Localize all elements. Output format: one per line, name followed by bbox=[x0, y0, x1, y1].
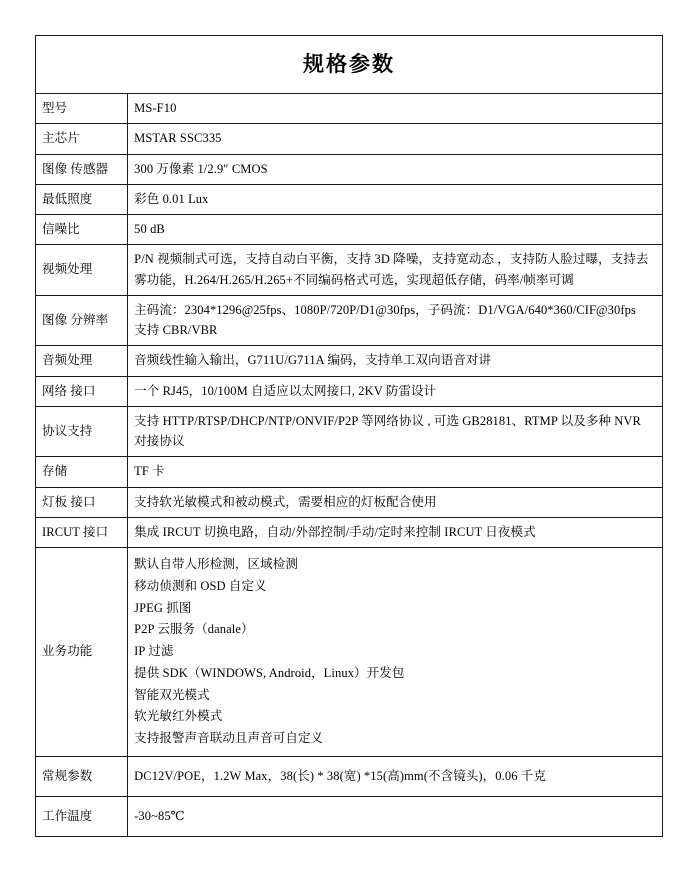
spec-value-cell bbox=[128, 548, 663, 757]
spec-value-cell bbox=[128, 154, 663, 184]
spec-value-cell bbox=[128, 457, 663, 487]
spec-label-cell: 业务功能 bbox=[36, 548, 128, 757]
table-row bbox=[36, 215, 663, 245]
spec-value-cell bbox=[128, 184, 663, 214]
table-row bbox=[36, 406, 663, 457]
page-title: 规格参数 bbox=[303, 51, 395, 76]
spec-value-cell bbox=[128, 245, 663, 296]
spec-value-line: 软光敏红外模式 bbox=[134, 709, 223, 724]
spec-value-line: 主码流：2304*1296@25fps、1080P/720P/D1@30fps，子码流：D1/VGA/640*360/CIF@30fps bbox=[134, 302, 636, 317]
spec-value-line: 彩色 0.01 Lux bbox=[134, 191, 209, 206]
spec-value-line: P/N 视频制式可选，支持自动白平衡，支持 3D 降噪，支持宽动态 ，支持防人脸过曝，支持去雾功能，H.264/H.265/H.265+不同编码格式可选，实现超低存储，码率/帧率可调 bbox=[134, 252, 649, 287]
table-row bbox=[36, 756, 663, 796]
table-title-cell bbox=[36, 36, 663, 94]
spec-value-cell bbox=[128, 124, 663, 154]
spec-label-cell: 网络 接口 bbox=[36, 376, 128, 406]
table-row bbox=[36, 457, 663, 487]
spec-label-cell: 主芯片 bbox=[36, 124, 128, 154]
spec-value-cell bbox=[128, 376, 663, 406]
spec-value-cell bbox=[128, 796, 663, 836]
spec-value-cell bbox=[128, 756, 663, 796]
spec-value-line: P2P 云服务（danale） bbox=[134, 622, 254, 637]
spec-value-cell bbox=[128, 295, 663, 346]
table-row bbox=[36, 548, 663, 757]
spec-value-cell bbox=[128, 215, 663, 245]
spec-label-cell: 音频处理 bbox=[36, 346, 128, 376]
table-title-row bbox=[36, 36, 663, 94]
spec-value-line: -30~85℃ bbox=[134, 808, 185, 823]
table-row bbox=[36, 487, 663, 517]
spec-value-line: 支持报警声音联动且声音可自定义 bbox=[134, 731, 324, 746]
spec-label-cell: 存储 bbox=[36, 457, 128, 487]
spec-value-line: 音频线性输入输出，G711U/G711A 编码，支持单工双向语音对讲 bbox=[134, 353, 492, 368]
table-row bbox=[36, 295, 663, 346]
table-row bbox=[36, 124, 663, 154]
spec-label-cell: 最低照度 bbox=[36, 184, 128, 214]
spec-value-line: 300 万像素 1/2.9″ CMOS bbox=[134, 161, 268, 176]
spec-label-cell: 型号 bbox=[36, 94, 128, 124]
spec-value-line: DC12V/POE，1.2W Max，38(长) * 38(宽) *15(高)mm(不含镜头)，0.06 千克 bbox=[134, 768, 546, 783]
spec-value-line: 支持软光敏模式和被动模式，需要相应的灯板配合使用 bbox=[134, 494, 437, 509]
table-row bbox=[36, 184, 663, 214]
spec-value-line: 支持 CBR/VBR bbox=[134, 323, 218, 338]
spec-label-cell: 常规参数 bbox=[36, 756, 128, 796]
spec-value-cell bbox=[128, 346, 663, 376]
table-row bbox=[36, 376, 663, 406]
spec-value-line: IP 过滤 bbox=[134, 644, 174, 659]
spec-value-line: TF 卡 bbox=[134, 464, 165, 479]
spec-value-line: MSTAR SSC335 bbox=[134, 131, 222, 146]
spec-value-cell bbox=[128, 517, 663, 547]
table-row bbox=[36, 94, 663, 124]
spec-label-cell: 图像 传感器 bbox=[36, 154, 128, 184]
spec-label-cell: IRCUT 接口 bbox=[36, 517, 128, 547]
spec-label-cell: 图像 分辨率 bbox=[36, 295, 128, 346]
spec-label-cell: 信噪比 bbox=[36, 215, 128, 245]
spec-value-line: 支持 HTTP/RTSP/DHCP/NTP/ONVIF/P2P 等网络协议 , 可选 GB28181、RTMP 以及多种 NVR 对接协议 bbox=[134, 413, 645, 449]
spec-value-line: 一个 RJ45，10/100M 自适应以太网接口, 2KV 防雷设计 bbox=[134, 383, 437, 398]
spec-value-line: 集成 IRCUT 切换电路，自动/外部控制/手动/定时来控制 IRCUT 日夜模式 bbox=[134, 524, 536, 539]
spec-table-body bbox=[36, 36, 663, 837]
spec-label-cell: 视频处理 bbox=[36, 245, 128, 296]
table-row bbox=[36, 245, 663, 296]
specification-table bbox=[35, 35, 663, 837]
spec-value-line: 50 dB bbox=[134, 222, 165, 237]
table-row bbox=[36, 346, 663, 376]
spec-label-cell: 工作温度 bbox=[36, 796, 128, 836]
spec-value-cell bbox=[128, 406, 663, 457]
spec-value-line: MS-F10 bbox=[134, 101, 177, 116]
spec-value-line: 智能双光模式 bbox=[134, 687, 210, 702]
spec-value-line: 默认自带人形检测，区域检测 bbox=[134, 557, 298, 572]
spec-value-line: 移动侦测和 OSD 自定义 bbox=[134, 578, 267, 593]
spec-value-line: JPEG 抓图 bbox=[134, 600, 192, 615]
spec-value-cell bbox=[128, 94, 663, 124]
table-row bbox=[36, 517, 663, 547]
spec-label-cell: 灯板 接口 bbox=[36, 487, 128, 517]
table-row bbox=[36, 154, 663, 184]
spec-value-line: 提供 SDK（WINDOWS, Android，Linux）开发包 bbox=[134, 665, 405, 680]
spec-value-cell bbox=[128, 487, 663, 517]
spec-label-cell: 协议支持 bbox=[36, 406, 128, 457]
table-row bbox=[36, 796, 663, 836]
